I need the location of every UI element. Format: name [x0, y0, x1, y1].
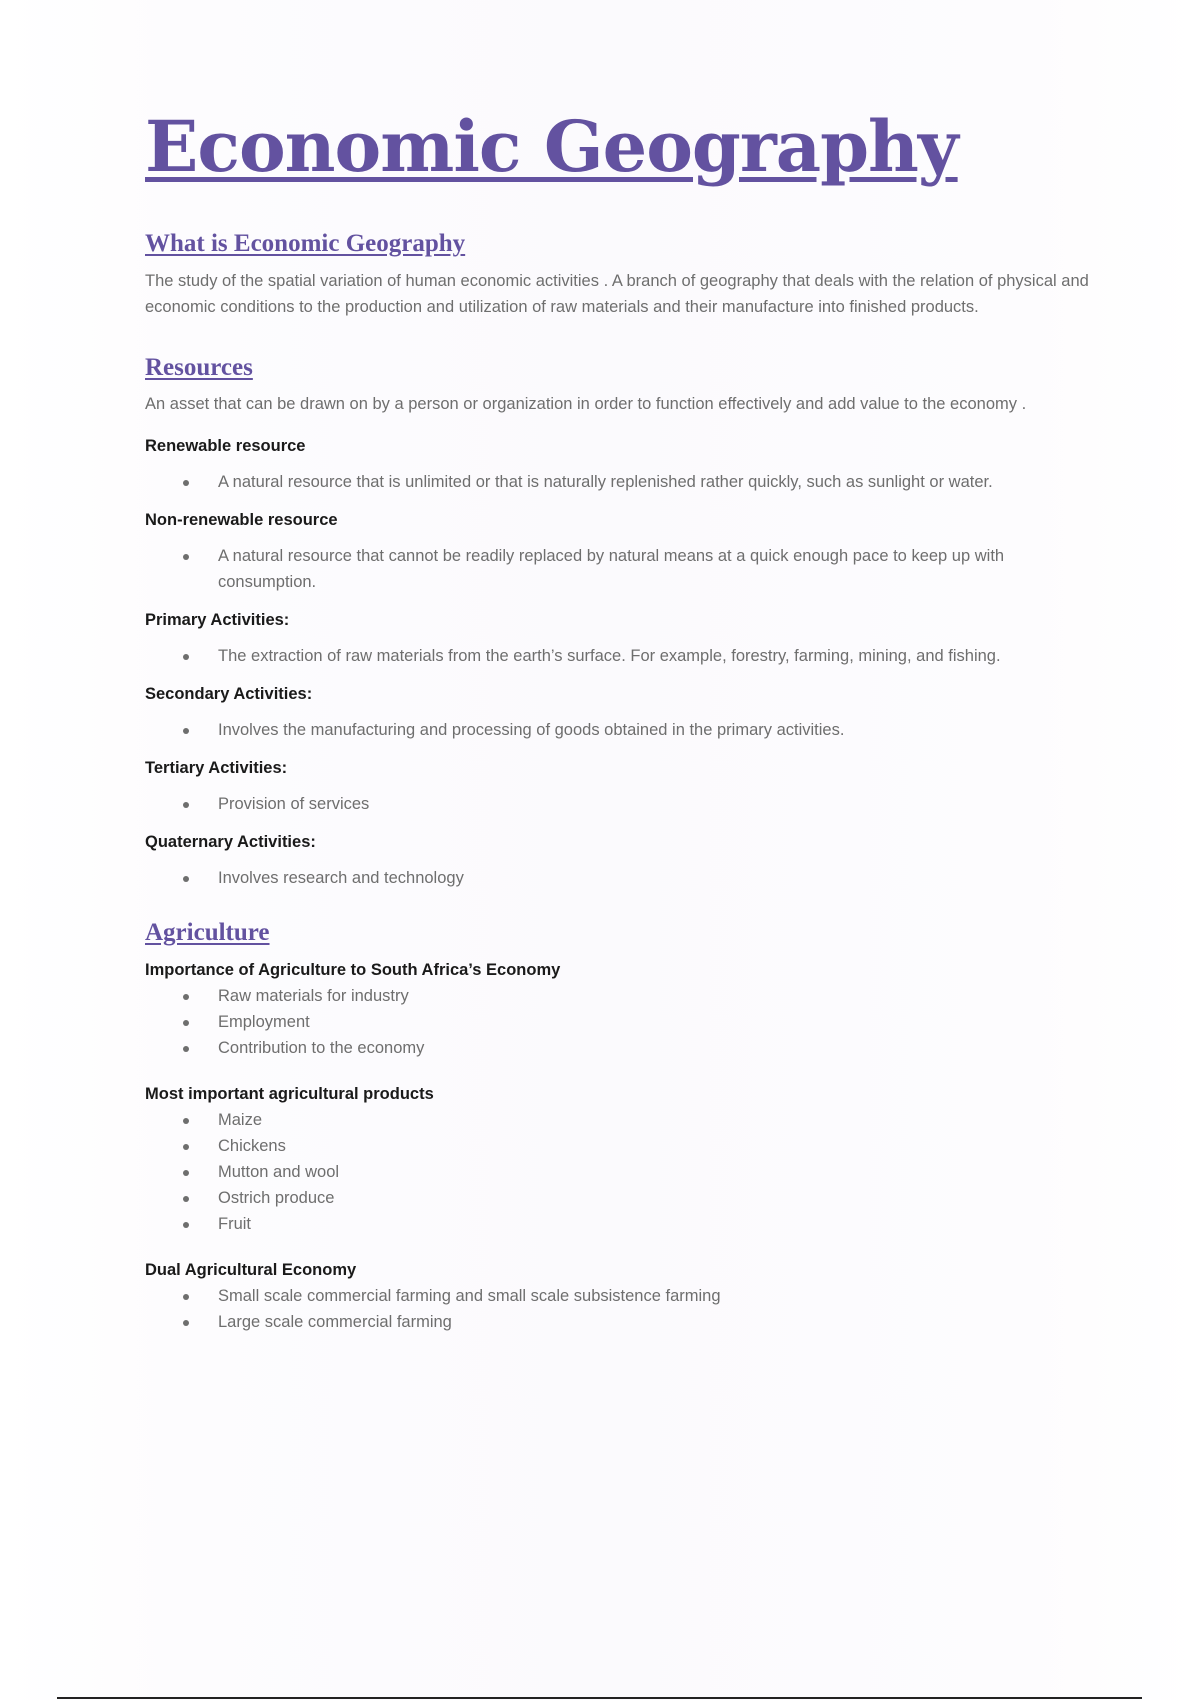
bullet-icon [183, 994, 189, 1000]
agriculture-group-label: Dual Agricultural Economy [145, 1260, 357, 1279]
list-item [145, 1035, 1095, 1061]
resource-bullet-list [145, 865, 1095, 891]
list-item [145, 1283, 1095, 1309]
list-item [145, 865, 1095, 891]
bullet-icon [183, 1118, 189, 1124]
list-item-text: Chickens [218, 1136, 286, 1155]
list-item [145, 1211, 1095, 1237]
resource-item [145, 681, 1095, 743]
list-item-text: Ostrich produce [218, 1188, 335, 1207]
what-is-paragraph: The study of the spatial variation of human economic activities . A branch of geography that deals with the relation of physical and economic conditions to the production and utilization of raw materials and their manufacture into finished products. [145, 271, 1089, 316]
list-item [145, 543, 1095, 595]
list-item [145, 1309, 1095, 1335]
agriculture-bullet-list [145, 1283, 1095, 1335]
resource-bullet-list [145, 543, 1095, 595]
resource-label: Non-renewable resource [145, 511, 338, 529]
resource-item [145, 433, 1095, 495]
agriculture-group [145, 1257, 1095, 1335]
list-item [145, 1133, 1095, 1159]
agriculture-group-label: Most important agricultural products [145, 1084, 434, 1103]
list-item-text: Involves research and technology [218, 869, 464, 887]
bullet-icon [183, 654, 189, 660]
agriculture-bullet-list [145, 1107, 1095, 1237]
list-item [145, 469, 1095, 495]
list-item-text: Employment [218, 1012, 310, 1031]
list-item-text: Small scale commercial farming and small scale subsistence farming [218, 1286, 721, 1305]
list-item [145, 1159, 1095, 1185]
resource-item [145, 507, 1095, 595]
agriculture-bullet-list [145, 983, 1095, 1061]
bullet-icon [183, 480, 189, 486]
list-item-text: Fruit [218, 1214, 251, 1233]
heading-agriculture: Agriculture [145, 919, 270, 946]
list-item-text: Provision of services [218, 795, 370, 813]
list-item [145, 717, 1095, 743]
bullet-icon [183, 876, 189, 882]
list-item [145, 643, 1095, 669]
resource-bullet-list [145, 643, 1095, 669]
document-content [145, 105, 1095, 1355]
list-item [145, 983, 1095, 1009]
list-item [145, 791, 1095, 817]
list-item-text: Maize [218, 1110, 263, 1129]
list-item-text: A natural resource that is unlimited or that is naturally replenished rather quickly, such as sunlight or water. [218, 473, 993, 491]
resource-bullet-list [145, 469, 1095, 495]
list-item-text: Involves the manufacturing and processing of goods obtained in the primary activities. [218, 721, 845, 739]
list-item-text: Raw materials for industry [218, 986, 409, 1005]
resource-bullet-list [145, 717, 1095, 743]
resources-paragraph: An asset that can be drawn on by a person or organization in order to function effectively and add value to the economy . [145, 395, 1027, 413]
resource-item [145, 607, 1095, 669]
bullet-icon [183, 1294, 189, 1300]
bullet-icon [183, 728, 189, 734]
heading-what-is: What is Economic Geography [145, 230, 466, 257]
resource-label: Quaternary Activities: [145, 833, 316, 851]
resource-item [145, 755, 1095, 817]
list-item-text: The extraction of raw materials from the earth’s surface. For example, forestry, farming, mining, and fishing. [218, 647, 1001, 665]
list-item-text: A natural resource that cannot be readily replaced by natural means at a quick enough pace to keep up with consumption. [218, 547, 1005, 591]
agriculture-group [145, 1081, 1095, 1237]
bullet-icon [183, 1046, 189, 1052]
list-item [145, 1185, 1095, 1211]
bullet-icon [183, 1170, 189, 1176]
agriculture-group [145, 957, 1095, 1061]
document-title: Economic Geography [145, 105, 958, 188]
bullet-icon [183, 1222, 189, 1228]
list-item [145, 1009, 1095, 1035]
heading-resources: Resources [145, 353, 253, 381]
bullet-icon [183, 1020, 189, 1026]
resource-label: Renewable resource [145, 437, 306, 455]
list-item-text: Mutton and wool [218, 1162, 340, 1181]
bullet-icon [183, 1196, 189, 1202]
list-item [145, 1107, 1095, 1133]
bullet-icon [183, 554, 189, 560]
bullet-icon [183, 1144, 189, 1150]
page-bottom-rule [57, 1697, 1142, 1699]
list-item-text: Large scale commercial farming [218, 1312, 452, 1331]
resource-label: Tertiary Activities: [145, 759, 288, 777]
bullet-icon [183, 1320, 189, 1326]
list-item-text: Contribution to the economy [218, 1038, 425, 1057]
bullet-icon [183, 802, 189, 808]
agriculture-group-label: Importance of Agriculture to South Africa’s Economy [145, 960, 561, 979]
resource-bullet-list [145, 791, 1095, 817]
resource-label: Primary Activities: [145, 611, 290, 629]
resource-item [145, 829, 1095, 891]
resource-label: Secondary Activities: [145, 685, 313, 703]
